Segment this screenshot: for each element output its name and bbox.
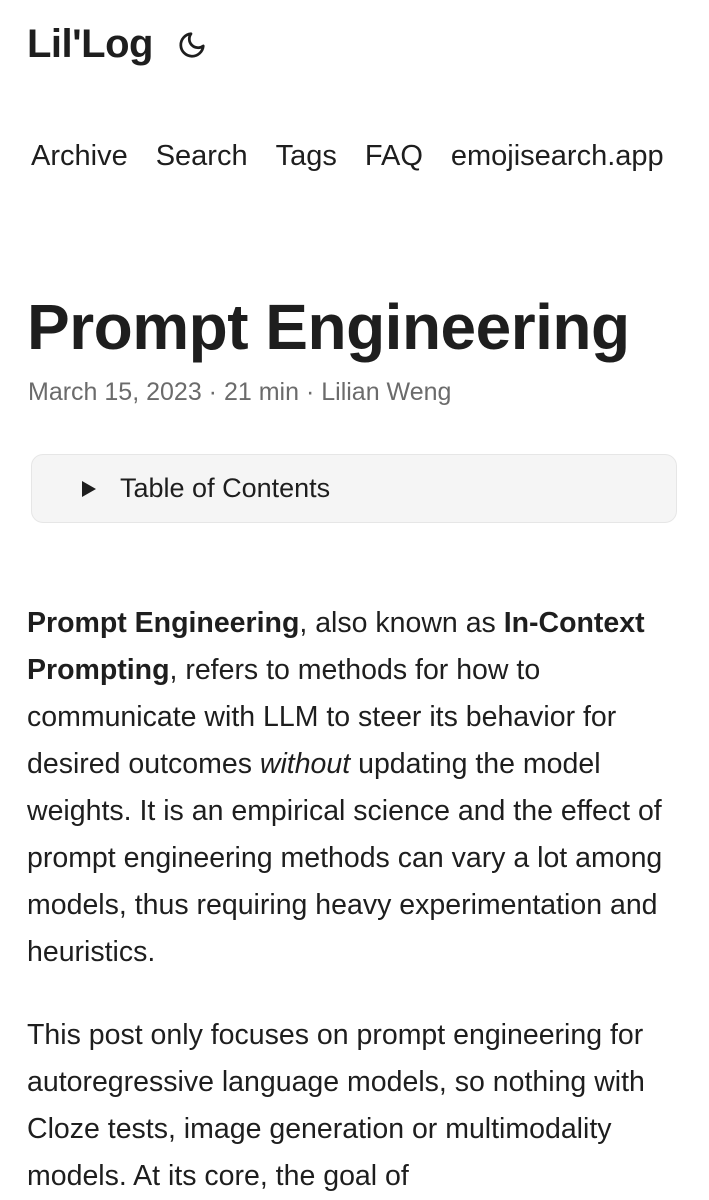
meta-separator: · (305, 378, 315, 406)
nav-item-search[interactable]: Search (155, 140, 248, 172)
post-meta (28, 378, 451, 407)
post-date: March 15, 2023 (28, 378, 202, 406)
theme-toggle-button[interactable] (175, 28, 209, 62)
post-read-time: 21 min (223, 378, 299, 406)
triangle-right-icon (82, 481, 96, 497)
moon-icon (177, 30, 207, 60)
main-nav (31, 140, 664, 173)
term-prompt-engineering: Prompt Engineering (27, 607, 300, 639)
nav-item-faq[interactable]: FAQ (364, 140, 423, 172)
toc-label: Table of Contents (120, 473, 331, 503)
intro-paragraph: Prompt Engineering, also known as In-Context Prompting, refers to methods for how to communicate with LLM to steer its behavior for desired outcomes without updating the model weights. It is an empirical science and the effect of prompt engineering methods can vary a lot among models, thus requiring heavy experimentation and heuristics. (27, 607, 663, 968)
meta-separator: · (208, 378, 217, 406)
post-content (27, 600, 687, 1200)
site-header (27, 22, 209, 67)
term-in-context-prompting: In-Context Prompting (27, 607, 645, 686)
nav-item-emojisearch[interactable]: emojisearch.app (450, 140, 664, 172)
scope-paragraph: This post only focuses on prompt engineering for autoregressive language models, so nothing with Cloze tests, image generation or multimodality models. At its core, the goal of (27, 1019, 645, 1192)
table-of-contents-toggle[interactable] (31, 454, 677, 523)
post-title: Prompt Engineering (27, 291, 630, 363)
nav-item-archive[interactable]: Archive (31, 140, 128, 172)
post-author: Lilian Weng (321, 378, 452, 406)
nav-item-tags[interactable]: Tags (275, 140, 337, 172)
emphasis-without: without (259, 748, 351, 780)
site-logo[interactable]: Lil'Log (27, 22, 153, 66)
